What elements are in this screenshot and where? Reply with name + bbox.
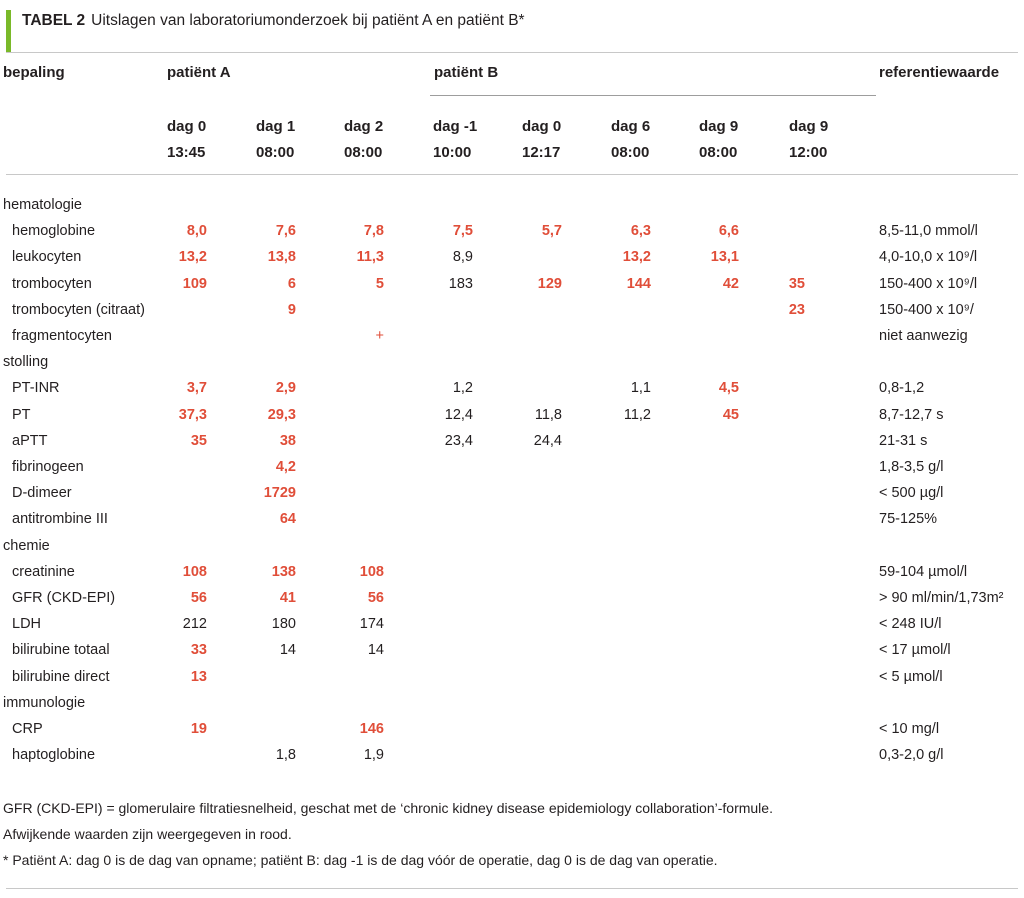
- value-cell: 13,2: [622, 249, 651, 266]
- column-day: dag 9: [699, 118, 739, 135]
- column-header: [433, 114, 477, 166]
- value-cell: 12,4: [444, 406, 473, 423]
- value-cell: 183: [448, 275, 473, 292]
- value-cell: 11,8: [534, 406, 562, 423]
- section-label: chemie: [3, 537, 50, 554]
- value-cell: 2,9: [275, 380, 296, 397]
- column-day: dag 0: [167, 118, 207, 135]
- column-header: [522, 114, 561, 166]
- footnote-gfr: GFR (CKD-EPI) = glomerulaire filtratiesnelheid, geschat met de ‘chronic kidney disease epidemiology collaboration’-formule.: [3, 800, 773, 816]
- reference-value: 1,8-3,5 g/l: [879, 459, 944, 475]
- value-cell: 6: [287, 275, 296, 292]
- table-row: [0, 375, 1024, 401]
- value-cell: 42: [722, 275, 739, 292]
- section-row: [0, 533, 1024, 559]
- row-label: PT-INR: [12, 380, 60, 397]
- row-label: bilirubine direct: [12, 668, 110, 685]
- reference-value: 0,8-1,2: [879, 380, 925, 397]
- reference-value: 8,5-11,0 mmol/l: [879, 223, 978, 240]
- table-row: [0, 271, 1024, 297]
- reference-value: > 90 ml/min/1,73m²: [879, 590, 1004, 606]
- value-cell: 8,9: [452, 249, 473, 266]
- column-time: 08:00: [344, 144, 383, 161]
- section-label: hematologie: [3, 197, 82, 213]
- title-accent-bar: [6, 10, 11, 52]
- header-top-rule: [6, 52, 1018, 53]
- header-bepaling: bepaling: [3, 64, 65, 81]
- value-cell: 180: [271, 616, 296, 633]
- value-cell: 13: [190, 668, 207, 685]
- value-cell: 11,2: [623, 406, 651, 423]
- column-day: dag 1: [256, 118, 296, 135]
- value-cell: 1,9: [363, 747, 384, 764]
- row-label: D-dimeer: [12, 485, 72, 502]
- value-cell: 23: [788, 301, 805, 318]
- value-cell: 129: [537, 275, 562, 292]
- column-day: dag 0: [522, 118, 562, 135]
- table-row: [0, 664, 1024, 690]
- table-row: [0, 585, 1024, 611]
- column-header: [167, 114, 206, 166]
- row-label: aPTT: [12, 432, 48, 449]
- table-number: TABEL 2: [22, 12, 86, 29]
- table-row: [0, 402, 1024, 428]
- value-cell: 138: [271, 563, 296, 580]
- table-row: [0, 716, 1024, 742]
- table-title: [6, 10, 1018, 52]
- reference-value: < 5 µmol/l: [879, 668, 943, 685]
- reference-value: < 17 µmol/l: [879, 642, 951, 659]
- column-day: dag -1: [433, 118, 478, 135]
- row-label: antitrombine III: [12, 511, 108, 528]
- table-row: [0, 506, 1024, 532]
- row-label: GFR (CKD-EPI): [12, 590, 116, 606]
- value-cell: 37,3: [178, 406, 207, 423]
- column-day: dag 9: [789, 118, 829, 135]
- value-cell: 1,8: [275, 747, 296, 764]
- value-cell: 13,2: [178, 249, 207, 266]
- column-time: 13:45: [167, 144, 206, 161]
- footnote-legend: Afwijkende waarden zijn weergegeven in rood.: [3, 826, 292, 842]
- value-cell: 38: [279, 432, 296, 449]
- table-row: [0, 611, 1024, 637]
- value-cell: 13,8: [267, 249, 296, 266]
- reference-value: 21-31 s: [879, 432, 928, 449]
- column-header: [344, 114, 383, 166]
- value-cell: 23,4: [444, 432, 473, 449]
- value-cell: 146: [359, 721, 384, 737]
- value-cell: 45: [722, 406, 739, 423]
- value-cell: 1729: [263, 485, 296, 502]
- value-cell: 14: [367, 642, 384, 659]
- value-cell: 5: [375, 275, 384, 292]
- section-row: [0, 192, 1024, 218]
- value-cell: 41: [279, 590, 296, 606]
- column-day: dag 6: [611, 118, 651, 135]
- value-cell: 64: [279, 511, 296, 528]
- table-row: [0, 218, 1024, 244]
- patient-b-underline: [430, 95, 876, 96]
- value-cell: 8,0: [186, 223, 207, 240]
- column-header: [611, 114, 650, 166]
- header-reference: referentiewaarde: [879, 64, 1000, 81]
- value-cell: 24,4: [533, 432, 562, 449]
- value-cell: 56: [367, 590, 384, 606]
- reference-value: 150-400 x 10⁹/l: [879, 275, 978, 292]
- header-bottom-rule: [6, 174, 1018, 175]
- reference-value: niet aanwezig: [879, 328, 968, 344]
- header-patient-a: patiënt A: [167, 64, 231, 81]
- table-row: [0, 742, 1024, 768]
- column-header: [256, 114, 295, 166]
- table-bottom-rule: [6, 888, 1018, 889]
- reference-value: 4,0-10,0 x 10⁹/l: [879, 249, 978, 266]
- row-label: hemoglobine: [12, 223, 96, 240]
- value-cell: 14: [279, 642, 296, 659]
- value-cell: 7,8: [363, 223, 384, 240]
- footnote-days: * Patiënt A: dag 0 is de dag van opname; patiënt B: dag -1 is de dag vóór de operatie, dag 0 is de dag van operatie.: [3, 852, 718, 868]
- table-row: [0, 637, 1024, 663]
- column-day: dag 2: [344, 118, 384, 135]
- column-time: 12:17: [522, 144, 561, 161]
- value-cell: 3,7: [186, 380, 207, 397]
- value-cell: 35: [788, 275, 805, 292]
- value-cell: 29,3: [267, 406, 296, 423]
- reference-value: < 248 IU/l: [879, 616, 942, 633]
- column-time: 08:00: [256, 144, 295, 161]
- title-text: [22, 12, 525, 30]
- row-label: trombocyten (citraat): [12, 301, 145, 318]
- row-label: leukocyten: [12, 249, 82, 266]
- value-cell: 9: [287, 301, 296, 318]
- column-header: [699, 114, 738, 166]
- table-row: [0, 454, 1024, 480]
- footnotes: [3, 795, 773, 873]
- row-label: creatinine: [12, 563, 75, 580]
- column-time: 08:00: [611, 144, 650, 161]
- value-cell: 4,5: [718, 380, 739, 397]
- value-cell: 33: [190, 642, 207, 659]
- value-cell: 174: [359, 616, 384, 633]
- value-cell: 19: [190, 721, 207, 737]
- value-cell: 6,3: [630, 223, 651, 240]
- value-cell: 108: [182, 563, 207, 580]
- table-row: [0, 559, 1024, 585]
- column-time: 08:00: [699, 144, 738, 161]
- table-row: [0, 323, 1024, 349]
- value-cell: 4,2: [275, 459, 296, 475]
- value-cell: 212: [182, 616, 207, 633]
- column-time: 10:00: [433, 144, 472, 161]
- value-cell: 56: [190, 590, 207, 606]
- column-time: 12:00: [789, 144, 828, 161]
- value-cell: 1,2: [452, 380, 473, 397]
- value-cell: 109: [182, 275, 207, 292]
- value-cell: 13,1: [710, 249, 739, 266]
- section-row: [0, 690, 1024, 716]
- reference-value: < 500 µg/l: [879, 485, 944, 502]
- section-label: stolling: [3, 354, 49, 371]
- table-caption: Uitslagen van laboratoriumonderzoek bij patiënt A en patiënt B*: [91, 12, 525, 29]
- row-label: fragmentocyten: [12, 328, 112, 344]
- table-row: [0, 297, 1024, 323]
- reference-value: 0,3-2,0 g/l: [879, 747, 944, 764]
- row-label: trombocyten: [12, 275, 92, 292]
- row-label: PT: [12, 406, 31, 423]
- value-cell: 5,7: [541, 223, 562, 240]
- reference-value: 75-125%: [879, 511, 938, 528]
- row-label: haptoglobine: [12, 747, 96, 764]
- reference-value: 150-400 x 10⁹/: [879, 301, 974, 318]
- table-row: [0, 244, 1024, 270]
- table-row: [0, 480, 1024, 506]
- value-cell: 35: [190, 432, 207, 449]
- section-row: [0, 349, 1024, 375]
- column-header: [789, 114, 828, 166]
- section-label: immunologie: [3, 694, 86, 711]
- reference-value: 59-104 µmol/l: [879, 563, 968, 580]
- row-label: fibrinogeen: [12, 459, 84, 475]
- value-cell: +: [375, 328, 384, 344]
- value-cell: 108: [359, 563, 384, 580]
- table-row: [0, 428, 1024, 454]
- reference-value: < 10 mg/l: [879, 721, 940, 737]
- row-label: bilirubine totaal: [12, 642, 110, 659]
- value-cell: 7,6: [275, 223, 296, 240]
- value-cell: 1,1: [630, 380, 651, 397]
- value-cell: 7,5: [452, 223, 473, 240]
- row-label: CRP: [12, 721, 43, 737]
- value-cell: 11,3: [356, 249, 384, 266]
- reference-value: 8,7-12,7 s: [879, 406, 944, 423]
- value-cell: 144: [626, 275, 651, 292]
- value-cell: 6,6: [718, 223, 739, 240]
- row-label: LDH: [12, 616, 42, 633]
- header-patient-b: patiënt B: [434, 64, 499, 81]
